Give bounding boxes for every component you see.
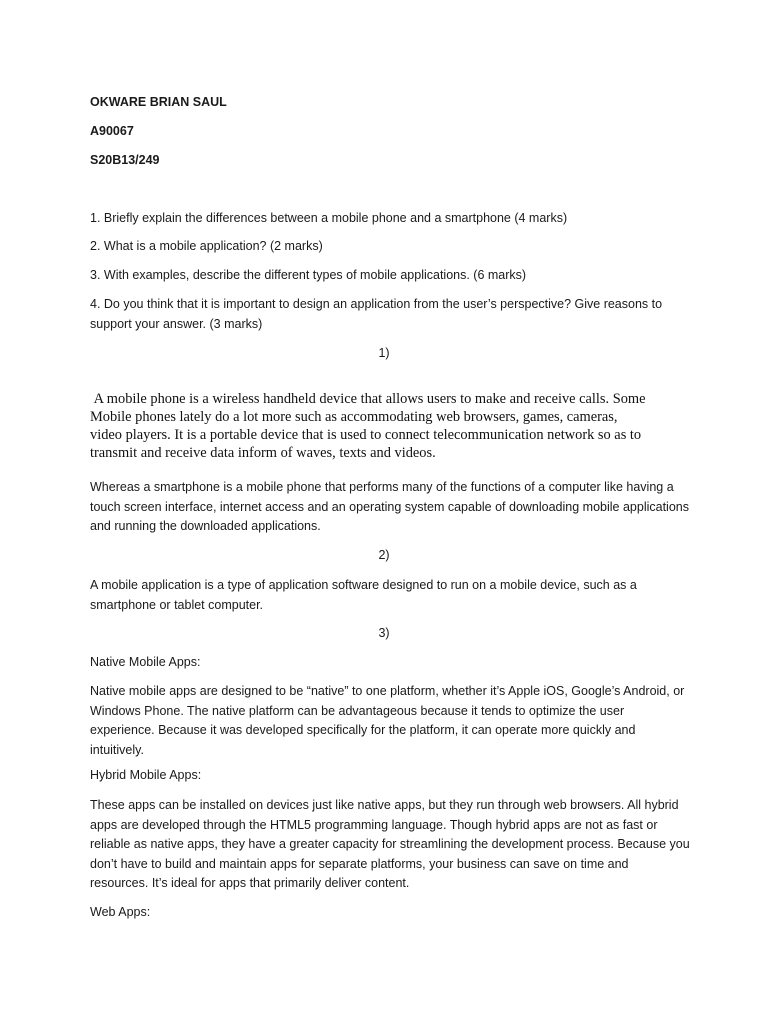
student-id: A90067 [90, 124, 134, 138]
question-1: 1. Briefly explain the differences between a mobile phone and a smartphone (4 marks) [90, 211, 568, 225]
student-name: OKWARE BRIAN SAUL [90, 95, 227, 109]
registration-number: S20B13/249 [90, 153, 160, 167]
answer-1-smartphone-paragraph: Whereas a smartphone is a mobile phone that performs many of the functions of a computer like having a touch screen interface, internet access and an operating system capable of downloading mobile applications and running the downloaded applications. [90, 480, 689, 533]
answer-3-heading: 3) [378, 626, 390, 640]
question-4: 4. Do you think that it is important to design an application from the user’s perspective? Give reasons to support your answer. (3 marks) [90, 297, 663, 331]
answer-1-heading: 1) [378, 346, 390, 360]
web-apps-title: Web Apps: [90, 905, 151, 919]
question-3: 3. With examples, describe the different types of mobile applications. (6 marks) [90, 268, 527, 282]
answer-2-heading: 2) [378, 548, 390, 562]
answer-1-mobile-phone-paragraph: A mobile phone is a wireless handheld device that allows users to make and receive calls. Some Mobile phones lately do a lot more such as accommodating web browsers, games, cameras, video players. It is a portable device that is used to connect telecommunication network so as to transmit and receive data inform of waves, texts and videos. [90, 391, 650, 461]
answer-2-paragraph: A mobile application is a type of application software designed to run on a mobile device, such as a smartphone or tablet computer. [90, 578, 637, 612]
native-apps-title: Native Mobile Apps: [90, 655, 201, 669]
question-2: 2. What is a mobile application? (2 marks) [90, 239, 323, 253]
hybrid-apps-title: Hybrid Mobile Apps: [90, 768, 202, 782]
hybrid-apps-paragraph: These apps can be installed on devices just like native apps, but they run through web browsers. All hybrid apps are developed through the HTML5 programming language. Though hybrid apps are not as fast or reliable as native apps, they have a greater capacity for streamlining the development process. Because you don’t have to build and maintain apps for separate platforms, your business can save on time and resources. It’s ideal for apps that primarily deliver content. [90, 798, 690, 890]
native-apps-paragraph: Native mobile apps are designed to be “native” to one platform, whether it’s Apple iOS, Google’s Android, or Windows Phone. The native platform can be advantageous because it tends to optimize the user experience. Because it was developed specifically for the platform, it can operate more quickly and intuitively. [90, 684, 685, 757]
